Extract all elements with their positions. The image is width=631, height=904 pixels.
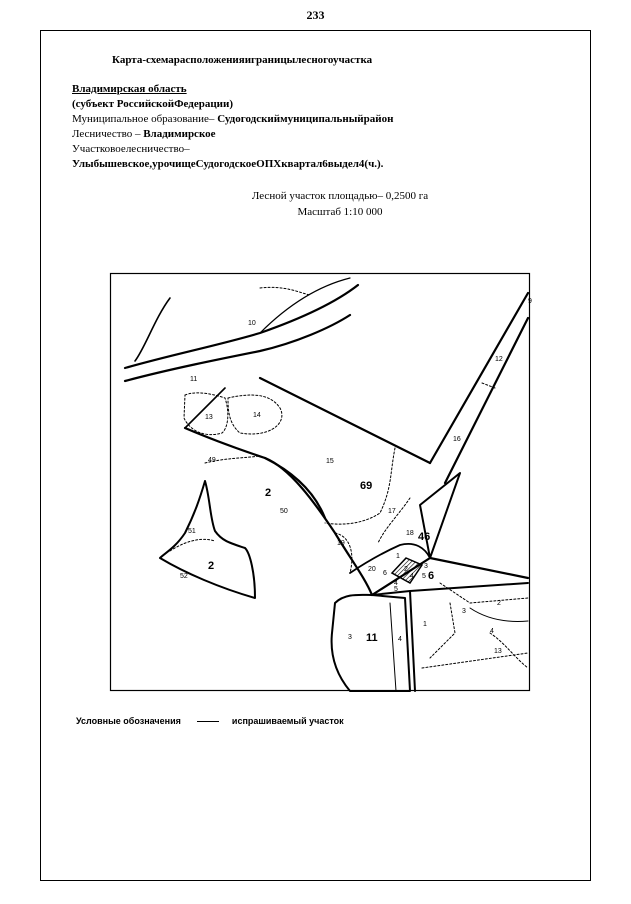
label-52: 52	[180, 573, 188, 580]
label-3a: 3	[424, 563, 428, 570]
page-number: 233	[306, 8, 325, 22]
forestry-label: Лесничество –	[72, 128, 141, 140]
label-q2-north: 2	[265, 487, 272, 499]
label-15: 15	[326, 458, 334, 465]
label-49: 49	[208, 457, 216, 464]
legend-item: испрашиваемый участок	[231, 716, 344, 726]
label-q2-south: 2	[208, 560, 215, 572]
label-11: 11	[190, 376, 198, 383]
label-3c: 3	[348, 634, 352, 641]
label-6a: 6	[383, 570, 387, 577]
area-text: Лесной участок площадью– 0,2500 га	[251, 190, 429, 202]
label-10: 10	[248, 320, 256, 327]
forest-map-svg	[110, 273, 530, 691]
label-2a: 2	[404, 566, 408, 573]
district-forestry-label: Участковоелесничество–	[72, 143, 190, 155]
forestry-line	[72, 127, 216, 142]
region-name: Владимирская область	[72, 83, 187, 95]
label-18: 18	[406, 530, 414, 537]
forestry-value: Владимирское	[143, 128, 216, 140]
legend-line-symbol	[197, 721, 219, 722]
label-1b: 1	[423, 621, 427, 628]
legend-label: Условные обозначения	[76, 716, 181, 726]
label-16: 16	[453, 436, 461, 443]
label-4a: 4	[394, 580, 398, 587]
location-line: Улыбышевское,урочищеСудогодскоеОПХквартал6выдел4(ч.).	[72, 158, 384, 170]
municipality-label: Муниципальное образование–	[72, 113, 215, 125]
municipality-line	[72, 112, 393, 127]
municipality-value: Судогодскиймуниципальныйрайон	[217, 113, 394, 125]
scale-text: Масштаб 1:10 000	[297, 206, 383, 218]
subject-note: (субъект РоссийскойФедерации)	[72, 98, 233, 110]
label-q46: 46	[418, 531, 431, 543]
label-9: 9	[528, 298, 532, 305]
document-title: Карта-схемарасположенияиграницылесногоучастка	[112, 54, 373, 66]
label-4c: 4	[398, 636, 402, 643]
label-13: 13	[205, 414, 213, 421]
label-3b: 3	[462, 608, 466, 615]
label-2b: 2	[497, 600, 501, 607]
label-14: 14	[253, 412, 261, 419]
forest-map	[110, 273, 530, 691]
label-5a: 5	[394, 586, 398, 593]
label-q11: 11	[366, 632, 378, 644]
label-13b: 13	[494, 648, 502, 655]
label-1a: 1	[396, 553, 400, 560]
label-20: 20	[368, 566, 376, 573]
label-4d: 4	[490, 628, 494, 635]
label-5b: 5	[422, 573, 426, 580]
label-q69: 69	[360, 480, 373, 492]
label-19: 19	[337, 540, 345, 547]
area-scale-block	[210, 188, 470, 220]
label-50: 50	[280, 508, 288, 515]
label-6b: 6	[428, 570, 435, 582]
label-4b: 4	[410, 573, 414, 580]
label-51: 51	[188, 528, 196, 535]
map-border	[111, 274, 530, 691]
label-17: 17	[388, 508, 396, 515]
label-12: 12	[495, 356, 503, 363]
legend	[76, 716, 344, 726]
